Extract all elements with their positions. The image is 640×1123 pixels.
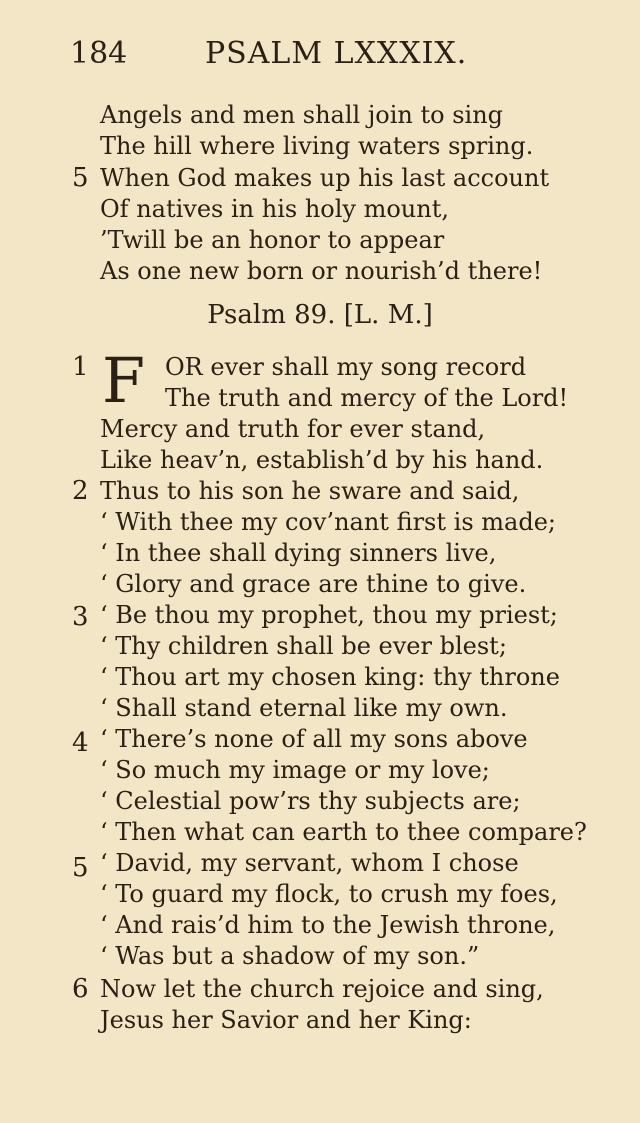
verse-line: ‘ Thou art my chosen king: thy throne xyxy=(100,663,560,691)
verse-number: 5 xyxy=(72,163,89,193)
verse-line: The truth and mercy of the Lord! xyxy=(165,384,569,412)
verse-line: ‘ In thee shall dying sinners live, xyxy=(100,539,497,567)
verse-line: ’Twill be an honor to appear xyxy=(100,226,445,254)
verse-number: 1 xyxy=(72,352,89,382)
psalm-heading: Psalm 89. [L. M.] xyxy=(207,300,433,330)
verse-line: ‘ Then what can earth to thee compare? xyxy=(100,818,587,846)
page-header xyxy=(0,30,640,80)
verse-line: ‘ So much my image or my love; xyxy=(100,756,490,784)
verse-line: OR ever shall my song record xyxy=(165,353,527,381)
verse-line: The hill where living waters spring. xyxy=(100,132,534,160)
verse-line: As one new born or nourish’d there! xyxy=(100,257,543,285)
verse-line: Mercy and truth for ever stand, xyxy=(100,415,486,443)
verse-line: ‘ Be thou my prophet, thou my priest; xyxy=(100,601,558,629)
verse-number: 4 xyxy=(72,728,89,758)
page-title: PSALM LXXXIX. xyxy=(205,36,468,71)
verse-line: Like heav’n, establish’d by his hand. xyxy=(100,446,544,474)
verse-line: Thus to his son he sware and said, xyxy=(100,477,520,505)
verse-line: ‘ Glory and grace are thine to give. xyxy=(100,570,527,598)
verse-line: ‘ Thy children shall be ever blest; xyxy=(100,632,507,660)
verse-line: Jesus her Savior and her King: xyxy=(100,1006,472,1034)
verse-line: ‘ Shall stand eternal like my own. xyxy=(100,694,508,722)
drop-cap: F xyxy=(102,344,146,417)
verse-number: 5 xyxy=(72,853,89,883)
verse-number: 6 xyxy=(72,974,89,1004)
verse-line: When God makes up his last account xyxy=(100,164,550,192)
verse-line: ‘ There’s none of all my sons above xyxy=(100,725,528,753)
verse-number: 3 xyxy=(72,602,89,632)
verse-line: ‘ Was but a shadow of my son.” xyxy=(100,942,480,970)
verse-line: ‘ And rais’d him to the Jewish throne, xyxy=(100,911,556,939)
verse-line: ‘ To guard my flock, to crush my foes, xyxy=(100,880,558,908)
page-number: 184 xyxy=(70,36,128,71)
verse-line: Of natives in his holy mount, xyxy=(100,195,449,223)
verse-number: 2 xyxy=(72,476,89,506)
verse-line: ‘ David, my servant, whom I chose xyxy=(100,849,519,877)
verse-line: ‘ With thee my cov’nant first is made; xyxy=(100,508,556,536)
verse-line: ‘ Celestial pow’rs thy subjects are; xyxy=(100,787,521,815)
verse-line: Angels and men shall join to sing xyxy=(100,101,504,129)
verse-line: Now let the church rejoice and sing, xyxy=(100,975,544,1003)
